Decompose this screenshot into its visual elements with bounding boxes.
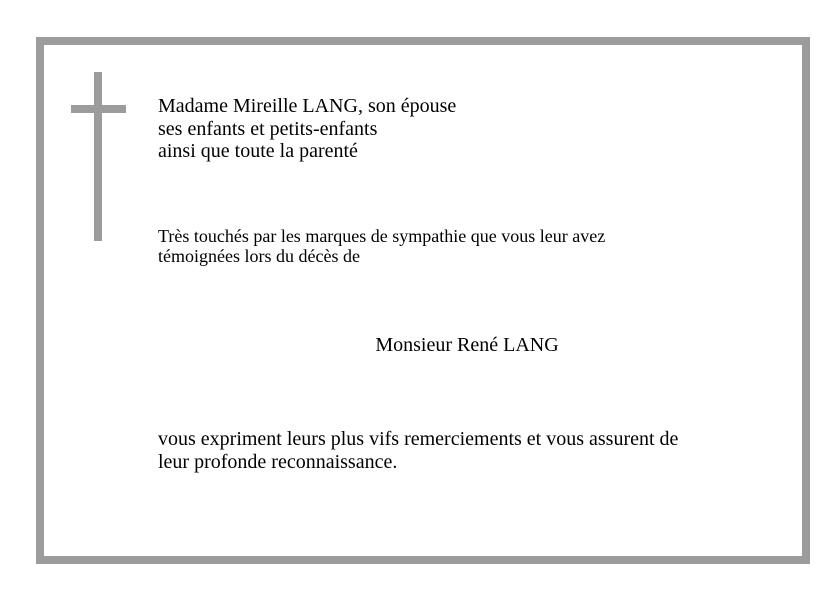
sympathy-intro	[158, 226, 605, 266]
family-line-relatives: ainsi que toute la parenté	[158, 140, 358, 162]
closing-line-1: vous expriment leurs plus vifs remerciements et vous assurent de	[158, 428, 679, 450]
family-names	[158, 95, 456, 163]
closing-line-2: leur profonde reconnaissance.	[158, 451, 398, 473]
intro-line-2: témoignées lors du décès de	[158, 246, 360, 266]
intro-line-1: Très touchés par les marques de sympathie que vous leur avez	[158, 226, 606, 246]
thanks-closing	[158, 428, 678, 474]
deceased-name: Monsieur René LANG	[375, 334, 559, 356]
family-line-children: ses enfants et petits-enfants	[158, 117, 378, 140]
family-line-spouse: Madame Mireille LANG, son épouse	[158, 95, 457, 117]
cross-horizontal-bar	[71, 105, 126, 113]
cross-vertical-bar	[94, 72, 102, 241]
